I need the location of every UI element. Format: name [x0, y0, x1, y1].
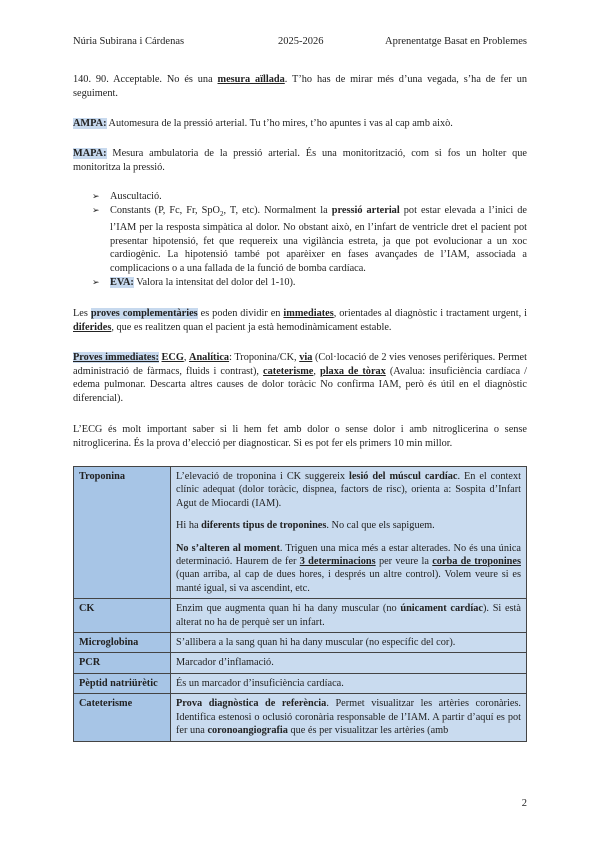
- header-author: Núria Subirana i Cárdenas: [73, 36, 185, 47]
- row-content: Marcador d’inflamació.: [171, 653, 527, 673]
- row-label: CK: [74, 599, 171, 633]
- proves-paragraph: Les proves complementàries es poden dividir en immediates, orientades al diagnòstic i tractament urgent, i diferides, que es realitzen quan el pacient ja està hemodinàmicament estable.: [73, 308, 527, 333]
- ampa-label: AMPA:: [73, 118, 107, 129]
- intro-paragraph: 140. 90. Acceptable. No és una mesura aïllada. T’ho has de mirar més d’una vegada, s’ha de fer un seguiment.: [73, 74, 527, 99]
- tests-table: [73, 466, 527, 742]
- header-course: Aprenentatge Basat en Problemes: [385, 36, 527, 47]
- list-item: ➢ Auscultació.: [92, 191, 162, 202]
- row-content: Prova diagnòstica de referència. Permet visualitzar les artèries coronàries. Identifica estenosi o oclusió coronària responsable de l’IAM. A partir d’aquí es pot fer una coronoangiografia que és per visualitzar les artèries (amb: [171, 694, 527, 741]
- table-row: [74, 633, 527, 653]
- table-row: [74, 673, 527, 693]
- row-label: Pèptid natriürètic: [74, 673, 171, 693]
- arrow-icon: ➢: [92, 191, 100, 201]
- list-item: ➢ Constants (P, Fc, Fr, SpO$_2$, T, etc). Normalment la pressió arterial pot estar elevada a l’inici de l’IAM per la resposta simpàtica al dolor. No obstant això, en l’infart de ventricle dret el pacient pot presentar hipotensió, fet que requereix una vigilància estreta, ja que pot evolucionar a un xoc cardiogènic. La hipotensió també pot aparèixer en fases avançades de l’IAM, associada a complicacions o a una fallada de la funció de bomba cardíaca.: [92, 204, 528, 275]
- exploration-list: [92, 190, 527, 289]
- row-label: Cateterisme: [74, 694, 171, 741]
- row-content: L’elevació de troponina i CK suggereix lesió del múscul cardíac. En el context clínic adequat (dolor toràcic, dispnea, factors de risc), orienta a: Sospita d’Infart Agut de Miocardi (IAM). Hi ha diferents tipus de troponines. No cal que els sapiguem. No s’alteren al moment. Triguen una mica més a estar alterades. No és una única determinació. Haurem de fer 3 determinacions per veure la corba de troponines (quan arriba, al cap de dues hores, i després un altre control). Volem veure si es manté igual, si va ascendint, etc.: [171, 467, 527, 599]
- row-label: PCR: [74, 653, 171, 673]
- ecg-paragraph: L’ECG és molt important saber si li hem fet amb dolor o sense dolor i amb nitroglicerina o sense nitroglicerina. És la prova d’elecció per diagnosticar. Si es pot fer els primers 10 min millor.: [73, 424, 527, 449]
- row-label: Microglobina: [74, 633, 171, 653]
- row-content: S’allibera a la sang quan hi ha dany muscular (no específic del cor).: [171, 633, 527, 653]
- immediates-paragraph: Proves immediates: ECG, Analítica: Troponina/CK, via (Col·locació de 2 vies venoses perifèriques. Permet administració de fàrmacs, fluids i contrast), cateterisme, plaxa de tòrax (Avalua: insuficiència cardíaca / edema pulmonar. Descarta altres causes de dolor toràcic No confirma IAM, però és útil en el diagnòstic diferencial).: [73, 352, 527, 404]
- table-row: [74, 467, 527, 599]
- arrow-icon: ➢: [92, 204, 100, 215]
- table-row: [74, 599, 527, 633]
- list-item: ➢ EVA: Valora la intensitat del dolor del 1-10).: [92, 276, 296, 288]
- ampa-paragraph: AMPA: Automesura de la pressió arterial. Tu t’ho mires, t’ho apuntes i vas al cap amb això.: [73, 118, 453, 129]
- row-content: Enzim que augmenta quan hi ha dany muscular (no únicament cardíac). Si està alterat no ha de perquè ser un infart.: [171, 599, 527, 633]
- header-year: 2025-2026: [278, 36, 324, 47]
- table-row: [74, 653, 527, 673]
- mapa-label: MAPA:: [73, 148, 107, 159]
- row-content: És un marcador d’insuficiència cardíaca.: [171, 673, 527, 693]
- page-number: 2: [521, 798, 527, 809]
- table-row: [74, 694, 527, 741]
- row-label: Troponina: [74, 467, 171, 599]
- mapa-paragraph: MAPA: Mesura ambulatoria de la pressió arterial. És una monitorització, com si fos un holter que monitoritza la pressió.: [73, 148, 527, 173]
- arrow-icon: ➢: [92, 276, 100, 287]
